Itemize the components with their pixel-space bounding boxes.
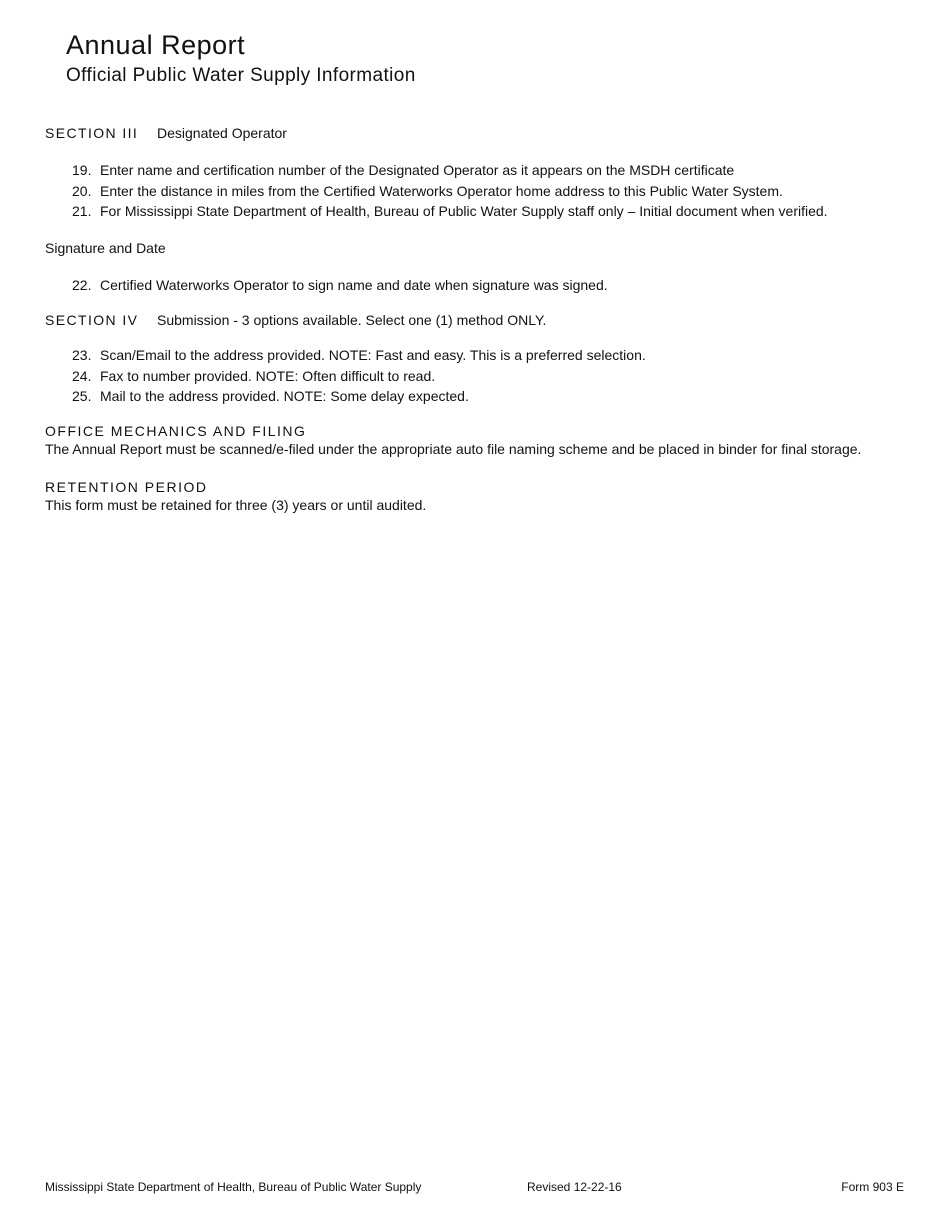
item-text: Enter the distance in miles from the Certified Waterworks Operator home address to this Public Water System.: [100, 182, 783, 199]
retention-heading: RETENTION PERIOD: [45, 479, 208, 495]
signature-list: [72, 275, 608, 296]
signature-heading: Signature and Date: [45, 240, 166, 256]
item-text: Mail to the address provided. NOTE: Some delay expected.: [100, 388, 469, 404]
item-text: Certified Waterworks Operator to sign name and date when signature was signed.: [100, 277, 608, 293]
page-subtitle: Official Public Water Supply Information: [66, 65, 416, 86]
list-item: [72, 386, 646, 407]
section-3-list: [72, 160, 828, 222]
footer-revised: Revised 12-22-16: [527, 1180, 622, 1194]
section-4-label: SECTION IV: [45, 312, 139, 328]
list-item: [72, 345, 646, 366]
item-text: Scan/Email to the address provided. NOTE: Fast and easy. This is a preferred selection.: [100, 347, 646, 363]
item-number: 20.: [72, 182, 92, 199]
item-text: For Mississippi State Department of Health, Bureau of Public Water Supply staff only – Initial document when verified.: [100, 203, 828, 219]
office-mechanics-heading: OFFICE MECHANICS AND FILING: [45, 423, 307, 439]
list-item: [72, 275, 608, 296]
item-number: 24.: [72, 367, 92, 384]
item-number: 21.: [72, 203, 92, 219]
item-number: 19.: [72, 162, 92, 178]
section-3-description: Designated Operator: [157, 125, 287, 141]
office-mechanics-text: The Annual Report must be scanned/e-filed under the appropriate auto file naming scheme and be placed in binder for final storage.: [45, 441, 862, 457]
list-item: [72, 160, 828, 181]
footer-agency: Mississippi State Department of Health, Bureau of Public Water Supply: [45, 1180, 422, 1194]
section-4-heading: [45, 312, 546, 328]
footer-form-number: Form 903 E: [841, 1180, 904, 1194]
item-text: Enter name and certification number of the Designated Operator as it appears on the MSDH certificate: [100, 162, 735, 178]
list-item: [72, 201, 828, 222]
item-number: 23.: [72, 347, 92, 363]
section-3-heading: [45, 125, 287, 141]
retention-text: This form must be retained for three (3) years or until audited.: [45, 497, 427, 513]
section-3-label: SECTION III: [45, 125, 139, 141]
list-item: [72, 366, 646, 387]
item-number: 22.: [72, 277, 92, 293]
item-number: 25.: [72, 388, 92, 404]
item-text: Fax to number provided. NOTE: Often difficult to read.: [100, 367, 436, 384]
page-title: Annual Report: [66, 30, 246, 60]
section-4-description: Submission - 3 options available. Select one (1) method ONLY.: [157, 312, 547, 328]
list-item: [72, 181, 828, 202]
section-4-list: [72, 345, 646, 407]
